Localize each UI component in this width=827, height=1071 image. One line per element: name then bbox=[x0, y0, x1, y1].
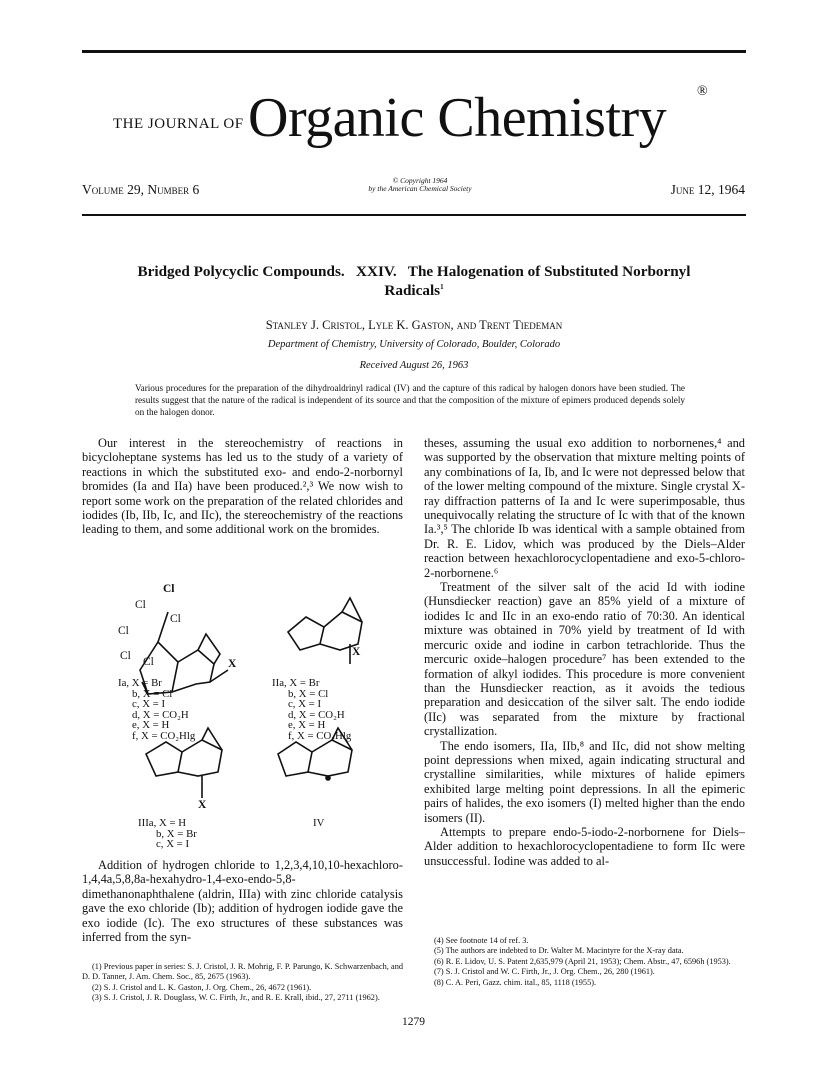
compound-IV-label: IV bbox=[313, 817, 325, 829]
series-I-item: b, X = Cl bbox=[132, 687, 173, 700]
intro-paragraph: Our interest in the stereochemistry of reactions in bicycloheptane systems has led us to the study of a variety of reactions in which the substituted exo- and endo-2-norbornyl bromides (Ia and IIa) have been produced.²,³ We now wish to report some work on the preparation of the related chlorides and iodides (Ib, IIb, Ic, and IIc), the stereochemistry of the reactions leading to them, and some additional work on the bromides. bbox=[82, 436, 403, 537]
cl-label: Cl bbox=[118, 625, 129, 637]
volume-number: Volume 29, Number 6 bbox=[82, 182, 200, 197]
footnote: (2) S. J. Cristol and L. K. Gaston, J. Org. Chem., 26, 4672 (1961). bbox=[92, 982, 312, 992]
series-II-item: d, X = CO₂H bbox=[288, 708, 345, 721]
footnote: (1) Previous paper in series: S. J. Cristol, J. R. Mohrig, F. P. Parungo, K. Schwarzenbach, and D. D. Tanner, J. Am. Chem. Soc., 85, 2675 (1963). bbox=[82, 962, 403, 982]
series-II-item: b, X = Cl bbox=[288, 687, 329, 700]
footnote: (3) S. J. Cristol, J. R. Douglass, W. C. Firth, Jr., and R. E. Krall, ibid., 27, 2711 (1962). bbox=[92, 993, 380, 1003]
footnotes-left bbox=[82, 962, 403, 1004]
footnotes-right bbox=[424, 936, 745, 988]
header-rule bbox=[82, 214, 746, 216]
cl-label: Cl bbox=[135, 599, 146, 611]
x-label: X bbox=[198, 799, 207, 811]
footnote: (8) C. A. Peri, Gazz. chim. ital., 85, 1118 (1955). bbox=[434, 977, 597, 987]
cl-label: Cl bbox=[163, 583, 175, 595]
cl-label: Cl bbox=[170, 613, 181, 625]
copyright-line-2: by the American Chemical Society bbox=[368, 184, 472, 193]
addition-paragraph: Addition of hydrogen chloride to 1,2,3,4,10,10-hexachloro-1,4,4a,5,8,8a-hexahydro-1,4-exo-endo-5,8-dimethanonaphthalene (aldrin, IIIa) with zinc chloride catalysis gave the exo chloride (Ib); addition of hydrogen iodide gave the exo iodide (Ic). The exo structures of these substances was inferred from the syn- bbox=[82, 858, 403, 945]
series-I-item: d, X = CO₂H bbox=[132, 708, 189, 721]
journal-title: Organic Chemistry bbox=[248, 87, 667, 149]
article-title-line-2: Radicals$^1$ bbox=[384, 282, 444, 299]
series-I-item: c, X = I bbox=[132, 698, 166, 710]
footnote: (4) See footnote 14 of ref. 3. bbox=[434, 936, 529, 945]
copyright-block bbox=[340, 177, 500, 193]
series-III-item: b, X = Br bbox=[156, 827, 197, 840]
series-I-item: f, X = CO₂Hlg bbox=[132, 729, 196, 742]
series-III-list bbox=[138, 818, 197, 850]
copyright-line-1: © Copyright 1964 bbox=[392, 176, 448, 185]
abstract: Various procedures for the preparation of the dihydroaldrinyl radical (IV) and the capture of this radical by halogen donors have been studied. The results suggest that the nature of the radical is independent of its source and that the composition of the mixture of epimers produced depends solely on the halogen donor. bbox=[135, 383, 685, 417]
series-I-item: e, X = H bbox=[132, 719, 170, 731]
structure-II bbox=[288, 598, 362, 664]
right-paragraph-1: theses, assuming the usual exo addition to norbornenes,⁴ and was supported by the observation that mixture melting points of any combinations of Ia, Ib, and Ic were not depressed below that of the lower melting compound of the mixture. Single crystal X-ray diffraction patterns of Ia and Ic were superimposable, thus unequivocally relating the structure of Ic with that of the known Ia.³,⁵ The chloride Ib was identical with a sample obtained from Dr. R. E. Lidov, which was produced by the Diels–Alder reaction between hexachlorocyclopentadiene and exo-5-chloro-2-norbornene.⁶ bbox=[424, 436, 745, 580]
right-paragraph-4: Attempts to prepare endo-5-iodo-2-norbornene for Diels–Alder addition to hexachlorocyclopentadiene to form IIc were unsuccessful. Iodine was added to al- bbox=[424, 824, 745, 868]
registered-mark: ® bbox=[697, 84, 708, 99]
series-I-item: Ia, X = Br bbox=[118, 677, 162, 689]
cl-label: Cl bbox=[143, 656, 154, 668]
footnote: (5) The authors are indebted to Dr. Walter M. Macintyre for the X-ray data. bbox=[434, 946, 684, 956]
footnote: (7) S. J. Cristol and W. C. Firth, Jr., J. Org. Chem., 26, 280 (1961). bbox=[434, 967, 655, 977]
issue-date: June 12, 1964 bbox=[670, 182, 745, 197]
right-column-text bbox=[424, 436, 745, 868]
right-paragraph-2: Treatment of the silver salt of the acid Id with iodine (Hunsdiecker reaction) gave an 85% yield of a mixture of iodides Ic and IIc in an exo-endo ratio of 70:30. An identical mixture was obtained in 70% yield by treatment of Id with mercuric oxide and iodine in carbon tetrachloride. Thus the mercuric oxide–halogen procedure⁷ has been extended to the formation of alkyl iodides. This procedure is more convenient than the Hunsdiecker reaction, as it avoids the tedious preparation and desiccation of the silver salt. The endo iodide (IIc) was separated from the mixture by fractional crystallization. bbox=[424, 580, 745, 739]
authors: Stanley J. Cristol, Lyle K. Gaston, and Trent Tiedeman bbox=[265, 318, 563, 332]
received-date: Received August 26, 1963 bbox=[359, 360, 469, 371]
article-title-line-1: Bridged Polycyclic Compounds. XXIV. The Halogenation of Substituted Norbornyl bbox=[137, 263, 691, 280]
x-label: X bbox=[228, 658, 237, 670]
series-II-list bbox=[272, 678, 351, 741]
top-rule bbox=[82, 50, 746, 53]
journal-prefix: THE JOURNAL OF bbox=[113, 116, 244, 132]
x-label: X bbox=[352, 646, 361, 658]
series-II-item: e, X = H bbox=[288, 719, 326, 731]
article-title bbox=[82, 262, 746, 300]
cl-label: Cl bbox=[120, 650, 131, 662]
footnote: (6) R. E. Lidov, U. S. Patent 2,635,979 (April 21, 1953); Chem. Abstr., 47, 6596h (1953). bbox=[434, 956, 731, 966]
series-III-item: c, X = I bbox=[156, 838, 190, 850]
page-number: 1279 bbox=[402, 1016, 425, 1028]
affiliation: Department of Chemistry, University of Colorado, Boulder, Colorado bbox=[267, 339, 561, 350]
series-II-item: c, X = I bbox=[288, 698, 322, 710]
series-I-list bbox=[118, 678, 195, 741]
series-II-item: IIa, X = Br bbox=[272, 677, 320, 689]
series-III-item: IIIa, X = H bbox=[138, 817, 187, 829]
right-paragraph-3: The endo isomers, IIa, IIb,⁸ and IIc, did not show melting point depressions when mixed, again indicating structural and crystalline similarities, while mixtures of halide epimers exhibited large melting point depressions. In all the epimeric pairs of halides, the exo isomers (I) melted higher than the endo isomers (II). bbox=[424, 738, 745, 825]
series-II-item: f, X = CO₂Hlg bbox=[288, 729, 352, 742]
